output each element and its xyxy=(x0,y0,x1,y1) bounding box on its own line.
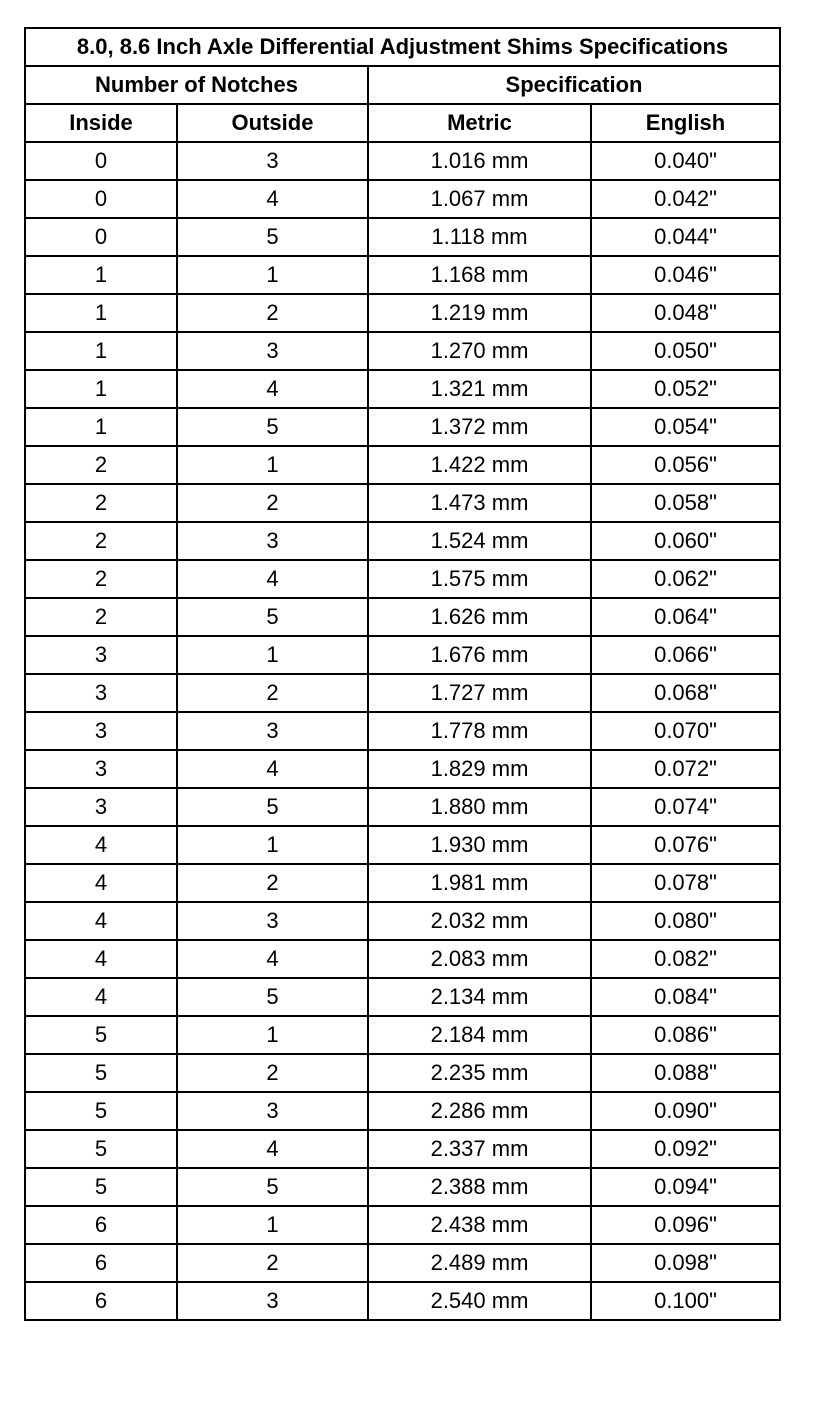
header-specification: Specification xyxy=(368,66,780,104)
cell-english: 0.066" xyxy=(591,636,780,674)
cell-metric: 1.372 mm xyxy=(368,408,591,446)
table-row xyxy=(25,332,780,370)
cell-outside: 1 xyxy=(177,826,368,864)
cell-metric: 2.489 mm xyxy=(368,1244,591,1282)
table-row xyxy=(25,256,780,294)
table-row xyxy=(25,940,780,978)
table-row xyxy=(25,294,780,332)
cell-outside: 3 xyxy=(177,142,368,180)
cell-inside: 5 xyxy=(25,1054,177,1092)
cell-inside: 1 xyxy=(25,408,177,446)
table-row xyxy=(25,142,780,180)
table-row xyxy=(25,864,780,902)
cell-english: 0.084" xyxy=(591,978,780,1016)
cell-english: 0.086" xyxy=(591,1016,780,1054)
cell-english: 0.058" xyxy=(591,484,780,522)
cell-metric: 1.067 mm xyxy=(368,180,591,218)
cell-inside: 2 xyxy=(25,598,177,636)
cell-outside: 5 xyxy=(177,1168,368,1206)
cell-metric: 2.337 mm xyxy=(368,1130,591,1168)
cell-outside: 2 xyxy=(177,674,368,712)
shim-spec-table xyxy=(24,27,781,1321)
cell-outside: 5 xyxy=(177,978,368,1016)
group-header-row xyxy=(25,66,780,104)
cell-metric: 1.676 mm xyxy=(368,636,591,674)
cell-metric: 1.524 mm xyxy=(368,522,591,560)
cell-metric: 1.829 mm xyxy=(368,750,591,788)
cell-inside: 1 xyxy=(25,370,177,408)
cell-metric: 1.778 mm xyxy=(368,712,591,750)
table-row xyxy=(25,826,780,864)
table-row xyxy=(25,522,780,560)
cell-english: 0.094" xyxy=(591,1168,780,1206)
cell-inside: 2 xyxy=(25,560,177,598)
cell-outside: 2 xyxy=(177,864,368,902)
column-header-outside: Outside xyxy=(177,104,368,142)
cell-metric: 2.286 mm xyxy=(368,1092,591,1130)
table-row xyxy=(25,560,780,598)
cell-metric: 1.880 mm xyxy=(368,788,591,826)
table-row xyxy=(25,370,780,408)
cell-outside: 5 xyxy=(177,598,368,636)
cell-english: 0.088" xyxy=(591,1054,780,1092)
table-row xyxy=(25,1054,780,1092)
cell-inside: 4 xyxy=(25,978,177,1016)
table-row xyxy=(25,1092,780,1130)
cell-outside: 5 xyxy=(177,788,368,826)
cell-inside: 4 xyxy=(25,902,177,940)
cell-english: 0.046" xyxy=(591,256,780,294)
cell-inside: 4 xyxy=(25,864,177,902)
cell-english: 0.070" xyxy=(591,712,780,750)
title-row xyxy=(25,28,780,66)
cell-inside: 3 xyxy=(25,636,177,674)
table-row xyxy=(25,408,780,446)
cell-english: 0.060" xyxy=(591,522,780,560)
table-row xyxy=(25,180,780,218)
cell-inside: 3 xyxy=(25,788,177,826)
table-row xyxy=(25,484,780,522)
cell-metric: 1.930 mm xyxy=(368,826,591,864)
cell-english: 0.064" xyxy=(591,598,780,636)
table-row xyxy=(25,598,780,636)
column-header-metric: Metric xyxy=(368,104,591,142)
table-row xyxy=(25,1016,780,1054)
cell-inside: 4 xyxy=(25,826,177,864)
cell-english: 0.080" xyxy=(591,902,780,940)
table-row xyxy=(25,446,780,484)
cell-metric: 1.321 mm xyxy=(368,370,591,408)
cell-inside: 0 xyxy=(25,218,177,256)
cell-outside: 2 xyxy=(177,294,368,332)
cell-outside: 1 xyxy=(177,1016,368,1054)
cell-outside: 2 xyxy=(177,484,368,522)
cell-english: 0.052" xyxy=(591,370,780,408)
cell-inside: 2 xyxy=(25,446,177,484)
cell-inside: 6 xyxy=(25,1206,177,1244)
cell-outside: 4 xyxy=(177,370,368,408)
cell-outside: 4 xyxy=(177,1130,368,1168)
cell-outside: 1 xyxy=(177,636,368,674)
cell-metric: 2.184 mm xyxy=(368,1016,591,1054)
cell-metric: 1.219 mm xyxy=(368,294,591,332)
table-title: 8.0, 8.6 Inch Axle Differential Adjustment Shims Specifications xyxy=(25,28,780,66)
cell-english: 0.100" xyxy=(591,1282,780,1320)
cell-inside: 3 xyxy=(25,712,177,750)
cell-outside: 1 xyxy=(177,446,368,484)
table-row xyxy=(25,636,780,674)
cell-inside: 5 xyxy=(25,1130,177,1168)
cell-inside: 5 xyxy=(25,1016,177,1054)
cell-outside: 3 xyxy=(177,902,368,940)
cell-outside: 1 xyxy=(177,1206,368,1244)
cell-inside: 0 xyxy=(25,142,177,180)
cell-inside: 2 xyxy=(25,484,177,522)
cell-english: 0.078" xyxy=(591,864,780,902)
table-row xyxy=(25,1168,780,1206)
cell-metric: 1.118 mm xyxy=(368,218,591,256)
cell-english: 0.074" xyxy=(591,788,780,826)
cell-english: 0.096" xyxy=(591,1206,780,1244)
cell-outside: 4 xyxy=(177,750,368,788)
cell-metric: 2.235 mm xyxy=(368,1054,591,1092)
cell-outside: 2 xyxy=(177,1054,368,1092)
cell-metric: 1.016 mm xyxy=(368,142,591,180)
cell-metric: 1.270 mm xyxy=(368,332,591,370)
cell-inside: 1 xyxy=(25,256,177,294)
cell-outside: 1 xyxy=(177,256,368,294)
cell-outside: 5 xyxy=(177,218,368,256)
cell-english: 0.040" xyxy=(591,142,780,180)
cell-outside: 3 xyxy=(177,712,368,750)
table-row xyxy=(25,1244,780,1282)
cell-metric: 1.727 mm xyxy=(368,674,591,712)
cell-metric: 2.438 mm xyxy=(368,1206,591,1244)
cell-metric: 1.422 mm xyxy=(368,446,591,484)
cell-metric: 2.083 mm xyxy=(368,940,591,978)
cell-inside: 0 xyxy=(25,180,177,218)
table-body xyxy=(25,142,780,1320)
column-header-row xyxy=(25,104,780,142)
cell-english: 0.054" xyxy=(591,408,780,446)
cell-inside: 5 xyxy=(25,1168,177,1206)
cell-english: 0.048" xyxy=(591,294,780,332)
cell-inside: 5 xyxy=(25,1092,177,1130)
cell-outside: 4 xyxy=(177,180,368,218)
table-row xyxy=(25,1206,780,1244)
cell-english: 0.044" xyxy=(591,218,780,256)
cell-english: 0.056" xyxy=(591,446,780,484)
table-row xyxy=(25,902,780,940)
cell-outside: 2 xyxy=(177,1244,368,1282)
cell-english: 0.090" xyxy=(591,1092,780,1130)
cell-inside: 3 xyxy=(25,750,177,788)
cell-english: 0.050" xyxy=(591,332,780,370)
cell-metric: 1.168 mm xyxy=(368,256,591,294)
table-row xyxy=(25,712,780,750)
cell-outside: 4 xyxy=(177,560,368,598)
table-row xyxy=(25,750,780,788)
table-row xyxy=(25,788,780,826)
cell-outside: 3 xyxy=(177,522,368,560)
cell-outside: 4 xyxy=(177,940,368,978)
table-row xyxy=(25,1282,780,1320)
cell-outside: 3 xyxy=(177,332,368,370)
cell-metric: 1.473 mm xyxy=(368,484,591,522)
cell-metric: 1.575 mm xyxy=(368,560,591,598)
table-row xyxy=(25,674,780,712)
cell-english: 0.076" xyxy=(591,826,780,864)
cell-english: 0.072" xyxy=(591,750,780,788)
cell-metric: 1.981 mm xyxy=(368,864,591,902)
cell-metric: 2.388 mm xyxy=(368,1168,591,1206)
cell-english: 0.062" xyxy=(591,560,780,598)
cell-outside: 5 xyxy=(177,408,368,446)
cell-inside: 1 xyxy=(25,294,177,332)
cell-inside: 1 xyxy=(25,332,177,370)
cell-english: 0.092" xyxy=(591,1130,780,1168)
column-header-english: English xyxy=(591,104,780,142)
cell-inside: 2 xyxy=(25,522,177,560)
cell-english: 0.068" xyxy=(591,674,780,712)
cell-inside: 3 xyxy=(25,674,177,712)
cell-metric: 2.134 mm xyxy=(368,978,591,1016)
cell-inside: 6 xyxy=(25,1244,177,1282)
table-row xyxy=(25,1130,780,1168)
cell-english: 0.042" xyxy=(591,180,780,218)
cell-outside: 3 xyxy=(177,1282,368,1320)
cell-outside: 3 xyxy=(177,1092,368,1130)
table-header xyxy=(25,28,780,142)
table-row xyxy=(25,218,780,256)
cell-inside: 4 xyxy=(25,940,177,978)
column-header-inside: Inside xyxy=(25,104,177,142)
cell-english: 0.082" xyxy=(591,940,780,978)
table-row xyxy=(25,978,780,1016)
cell-inside: 6 xyxy=(25,1282,177,1320)
cell-english: 0.098" xyxy=(591,1244,780,1282)
header-number-of-notches: Number of Notches xyxy=(25,66,368,104)
cell-metric: 1.626 mm xyxy=(368,598,591,636)
cell-metric: 2.032 mm xyxy=(368,902,591,940)
cell-metric: 2.540 mm xyxy=(368,1282,591,1320)
